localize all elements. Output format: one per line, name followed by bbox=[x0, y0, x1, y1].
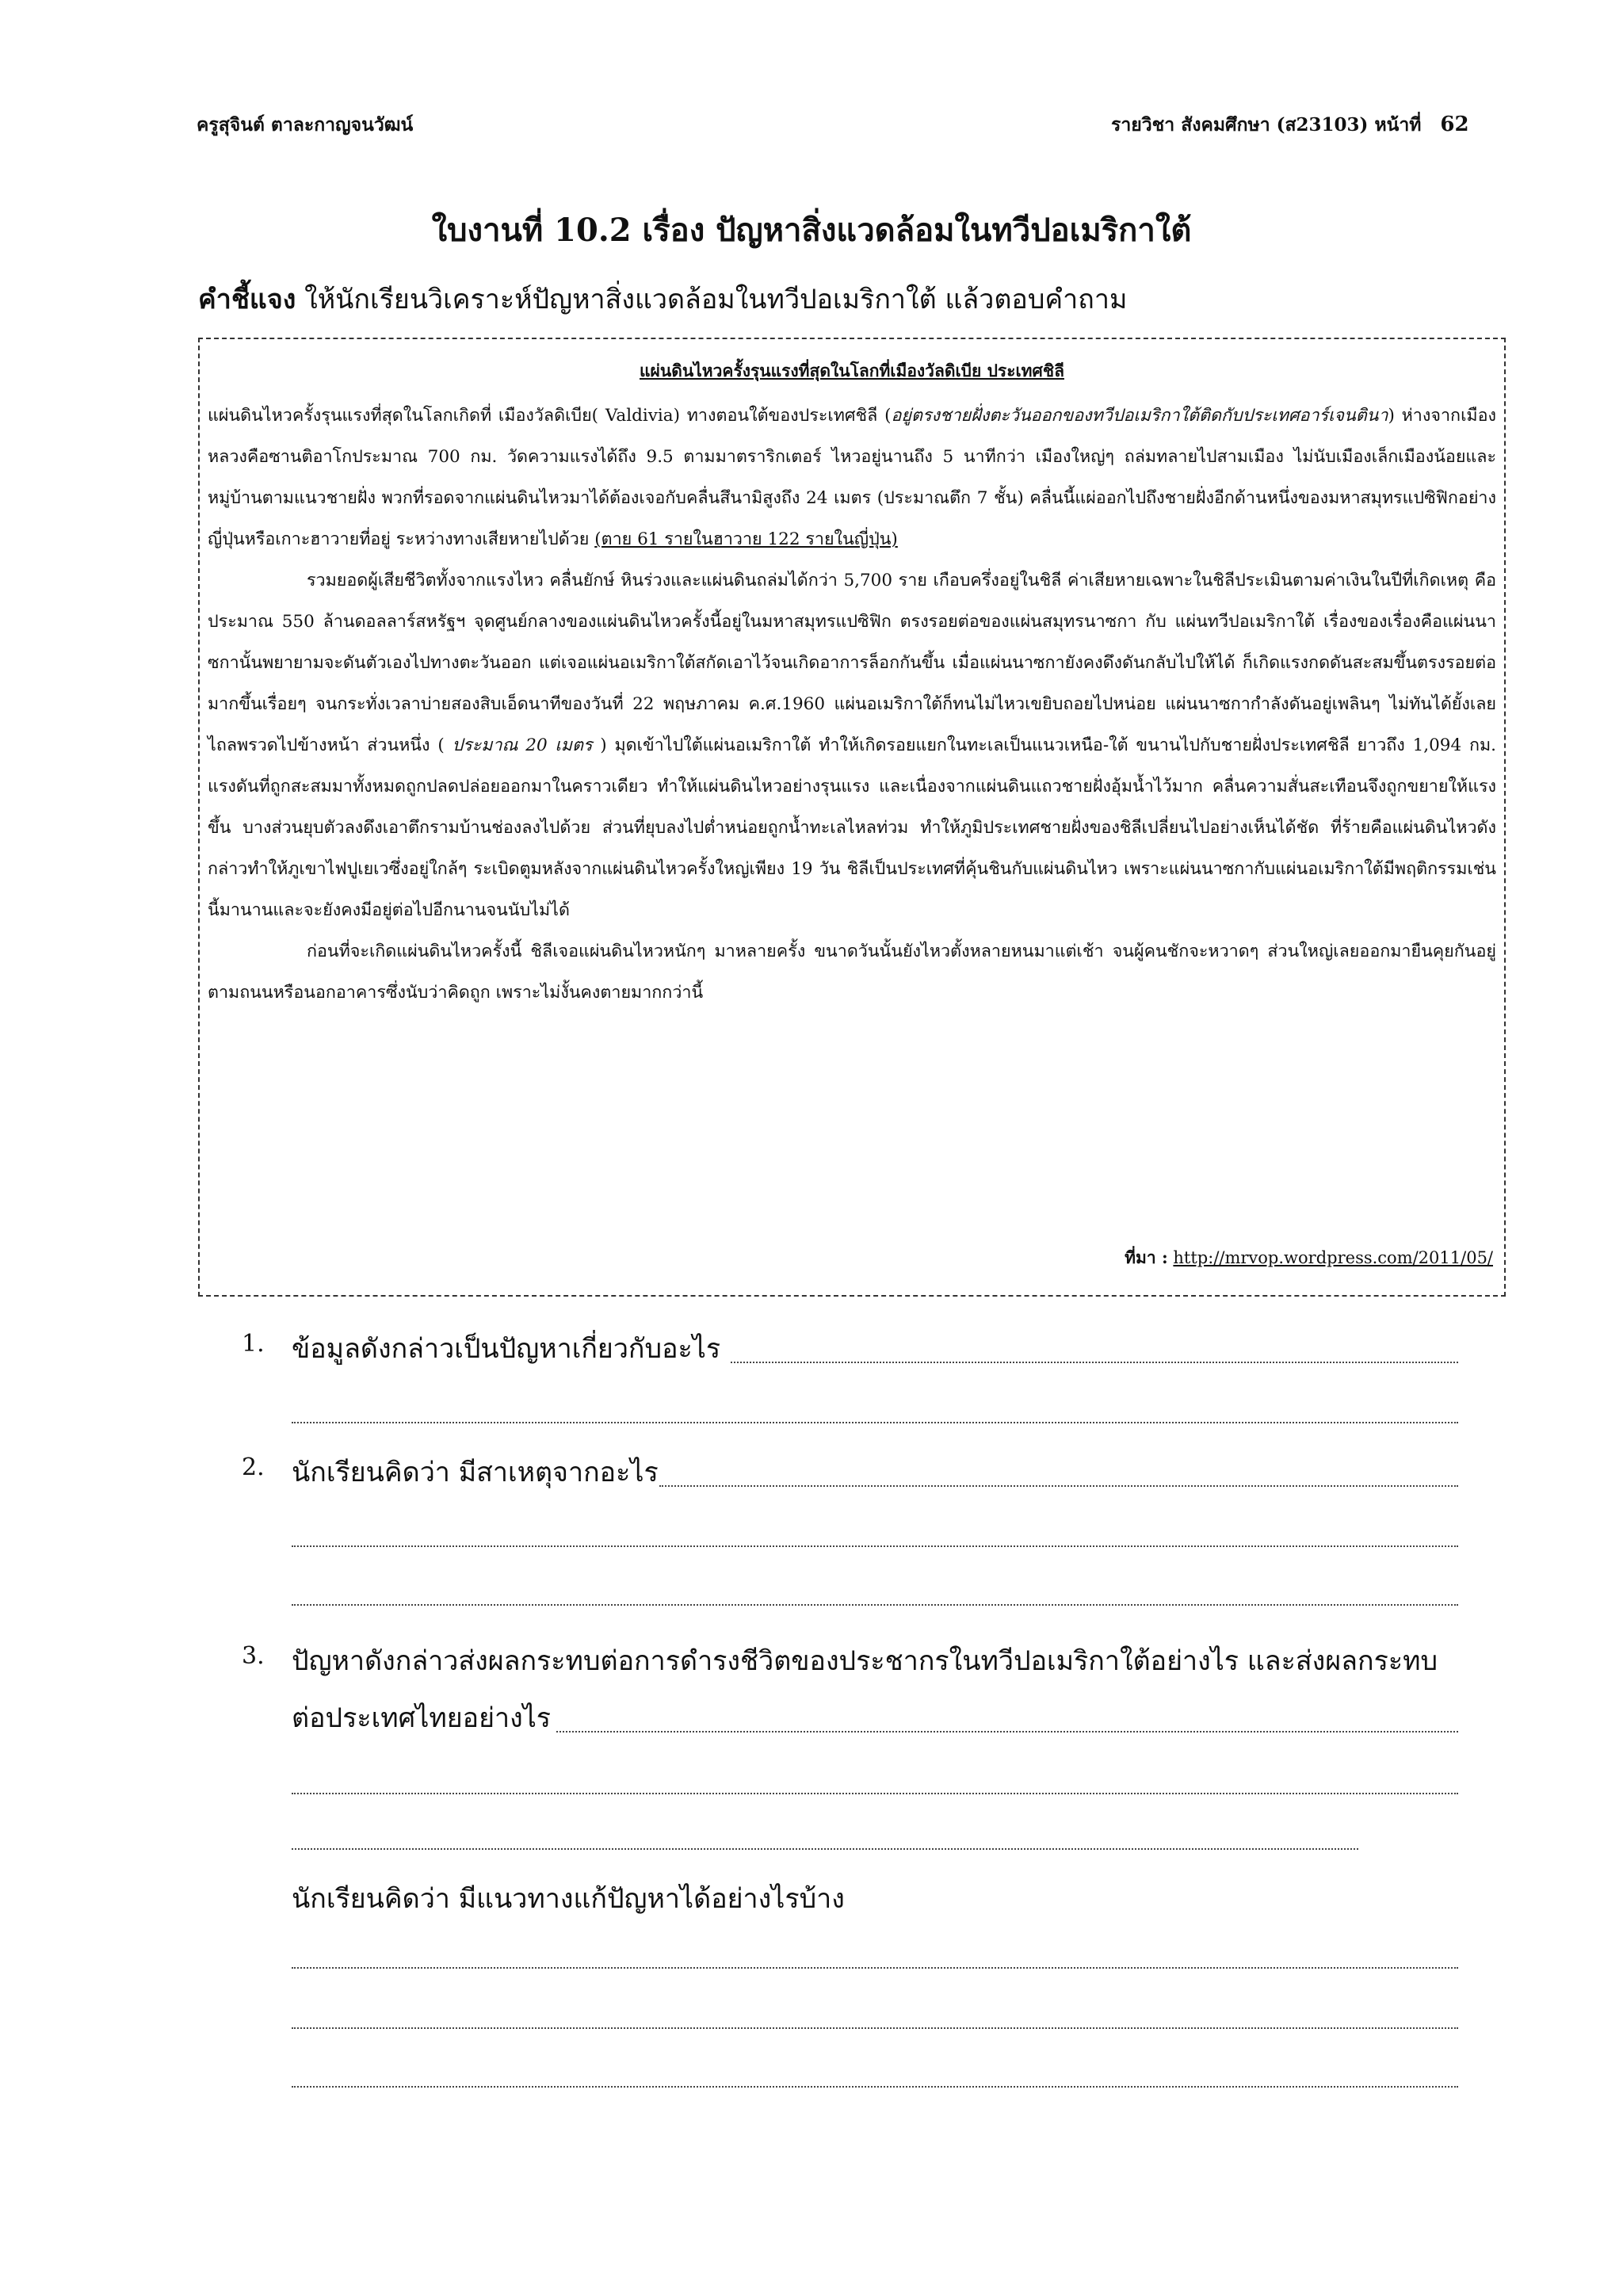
article-p1-text: แผ่นดินไหวครั้งรุนแรงที่สุดในโลกเกิดที่ เมืองวัลดิเบีย( Valdivia) ทางตอนใต้ของประเทศชิลี ( bbox=[208, 406, 892, 426]
author-name: ครูสุจินต์ ตาละกาญจนวัฒน์ bbox=[197, 114, 414, 136]
question-2-text: นักเรียนคิดว่า มีสาเหตุจากอะไร bbox=[292, 1457, 659, 1488]
article-p2-text: รวมยอดผู้เสียชีวิตทั้งจากแรงไหว คลื่นยักษ์ หินร่วงและแผ่นดินถล่มได้กว่า 5,700 ราย เกือบครึ่งอยู่ในชิลี ค่าเสียหายเฉพาะในชิลีประเมินตามค่าเงินในปีที่เกิดเหตุ คือประมาณ 550 ล้านดอลลาร์สหรัฐฯ จุดศูนย์กลางของแผ่นดินไหวครั้งนี้อยู่ในมหาสมุทรแปซิฟิก ตรงรอยต่อของแผ่นสมุทรนาซกา กับ แผ่นทวีปอเมริกาใต้ เรื่องของเรื่องคือแผ่นนาซกานั้นพยายามจะดันตัวเองไปทางตะวันออก แต่เจอแผ่นอเมริกาใต้สกัดเอาไว้จนเกิดอาการล็อกกันขึ้น เมื่อแผ่นนาซกายังคงดึงดันกลับไปให้ได้ ก็เกิดแรงกดดันสะสมขึ้นตรงรอยต่อมากขึ้นเรื่อยๆ จนกระทั่งเวลาบ่ายสองสิบเอ็ดนาทีของวันที่ 22 พฤษภาคม ค.ศ.1960 แผ่นอเมริกาใต้ก็ทนไม่ไหวเขยิบถอยไปหน่อย แผ่นนาซกากำลังดันอยู่เพลินๆ ไม่ทันได้ยั้งเลยไถลพรวดไปข้างหน้า ส่วนหนึ่ง ( bbox=[208, 571, 1496, 755]
article-p1-underline: (ตาย 61 รายในฮาวาย 122 รายในญี่ปุ่น) bbox=[594, 529, 898, 549]
subject-header bbox=[1111, 111, 1469, 139]
instruction-text: ให้นักเรียนวิเคราะห์ปัญหาสิ่งแวดล้อมในทวีปอเมริกาใต้ แล้วตอบคำถาม bbox=[296, 284, 1128, 315]
article-paragraph-1 bbox=[208, 395, 1496, 560]
article-p1-text-b: ) ห่างจากเมืองหลวงคือซานติอาโกประมาณ 700 กม. วัดความแรงได้ถึง 9.5 ตามมาตราริกเตอร์ ไหวอยู่นานถึง 5 นาทีกว่า เมืองใหญ่ๆ ถล่มทลายไปสามเมือง ไม่นับเมืองเล็กเมืองน้อยและหมู่บ้านตามแนวชายฝั่ง พวกที่รอดจากแผ่นดินไหวมาได้ต้องเจอกับคลื่นสึนามิสูงถึง 24 เมตร (ประมาณตึก 7 ชั้น) คลื่นนี้แผ่ออกไปถึงชายฝั่งอีกด้านหนึ่งของมหาสมุทรแปซิฟิกอย่างญี่ปุ่นหรือเกาะฮาวายที่อยู่ ระหว่างทางเสียหายไปด้วย bbox=[208, 406, 1496, 549]
source-label: ที่มา : bbox=[1125, 1247, 1168, 1267]
article-p1-italic: อยู่ตรงชายฝั่งตะวันออกของทวีปอเมริกาใต้ติดกับประเทศอาร์เจนตินา bbox=[891, 406, 1388, 426]
answer-line[interactable] bbox=[659, 1485, 1458, 1487]
question-1-text: ข้อมูลดังกล่าวเป็นปัญหาเกี่ยวกับอะไร bbox=[292, 1333, 721, 1365]
answer-line[interactable] bbox=[292, 2086, 1458, 2088]
article-title: แผ่นดินไหวครั้งรุนแรงที่สุดในโลกที่เมืองวัลดิเบีย ประเทศชิลี bbox=[640, 361, 1064, 380]
article-paragraph-3: ก่อนที่จะเกิดแผ่นดินไหวครั้งนี้ ชิลีเจอแผ่นดินไหวหนักๆ มาหลายครั้ง ขนาดวันนั้นยังไหวตั้งหลายหนมาแต่เช้า จนผู้คนชักจะหวาดๆ ส่วนใหญ่เลยออกมายืนคุยกันอยู่ตามถนนหรือนอกอาคารซึ่งนับว่าคิดถูก เพราะไม่งั้นคงตายมากกว่านี้ bbox=[208, 942, 1496, 1003]
article-p2-italic: ประมาณ 20 เมตร bbox=[452, 735, 593, 755]
instruction-label: คำชี้แจง bbox=[198, 284, 296, 315]
answer-line[interactable] bbox=[731, 1362, 1458, 1363]
answer-line[interactable] bbox=[292, 2027, 1458, 2029]
answer-line[interactable] bbox=[556, 1731, 1458, 1733]
answer-line[interactable] bbox=[292, 1604, 1458, 1606]
article-box bbox=[198, 338, 1506, 1297]
question-1-number: 1. bbox=[242, 1330, 265, 1358]
question-4-text: นักเรียนคิดว่า มีแนวทางแก้ปัญหาได้อย่างไรบ้าง bbox=[292, 1883, 845, 1915]
question-3-text-line-2: ต่อประเทศไทยอย่างไร bbox=[292, 1702, 552, 1734]
answer-line[interactable] bbox=[292, 1545, 1458, 1547]
subject-label: รายวิชา สังคมศึกษา (ส23103) หน้าที่ bbox=[1111, 114, 1422, 136]
page-number: 62 bbox=[1440, 113, 1469, 136]
worksheet-title: ใบงานที่ 10.2 เรื่อง ปัญหาสิ่งแวดล้อมในทวีปอเมริกาใต้ bbox=[431, 212, 1192, 249]
article-p2-text-b: ) มุดเข้าไปใต้แผ่นอเมริกาใต้ ทำให้เกิดรอยแยกในทะเลเป็นแนวเหนือ-ใต้ ขนานไปกับชายฝั่งประเทศชิลี ยาวถึง 1,094 กม. แรงดันที่ถูกสะสมมาทั้งหมดถูกปลดปล่อยออกมาในคราวเดียว ทำให้แผ่นดินไหวอย่างรุนแรง และเนื่องจากแผ่นดินแถวชายฝั่งอุ้มน้ำไว้มาก คลื่นความสั่นสะเทือนจึงถูกขยายให้แรงขึ้น บางส่วนยุบตัวลงดึงเอาตึกรามบ้านช่องลงไปด้วย ส่วนที่ยุบลงไปต่ำหน่อยถูกน้ำทะเลไหลท่วม ทำให้ภูมิประเทศชายฝั่งของชิลีเปลี่ยนไปอย่างเห็นได้ชัด ที่ร้ายคือแผ่นดินไหวดังกล่าวทำให้ภูเขาไฟปูเยเวซึ่งอยู่ใกล้ๆ ระเบิดตูมหลังจากแผ่นดินไหวครั้งใหญ่เพียง 19 วัน ชิลีเป็นประเทศที่คุ้นชินกับแผ่นดินไหว เพราะแผ่นนาซกากับแผ่นอเมริกาใต้มีพฤติกรรมเช่นนี้มานานและจะยังคงมีอยู่ต่อไปอีกนานจนนับไม่ได้ bbox=[208, 735, 1496, 920]
answer-line[interactable] bbox=[292, 1422, 1458, 1423]
article-paragraph-2 bbox=[208, 560, 1496, 931]
question-2-number: 2. bbox=[242, 1454, 265, 1481]
source-link[interactable]: http://mrvop.wordpress.com/2011/05/ bbox=[1173, 1248, 1493, 1267]
question-3-number: 3. bbox=[242, 1642, 265, 1670]
instruction bbox=[198, 277, 1127, 320]
answer-line[interactable] bbox=[292, 1848, 1358, 1850]
source-citation bbox=[1125, 1245, 1493, 1271]
question-3-text-line-1: ปัญหาดังกล่าวส่งผลกระทบต่อการดำรงชีวิตของประชากรในทวีปอเมริกาใต้อย่างไร และส่งผลกระทบ bbox=[292, 1645, 1438, 1677]
answer-line[interactable] bbox=[292, 1967, 1458, 1969]
answer-line[interactable] bbox=[292, 1793, 1458, 1794]
